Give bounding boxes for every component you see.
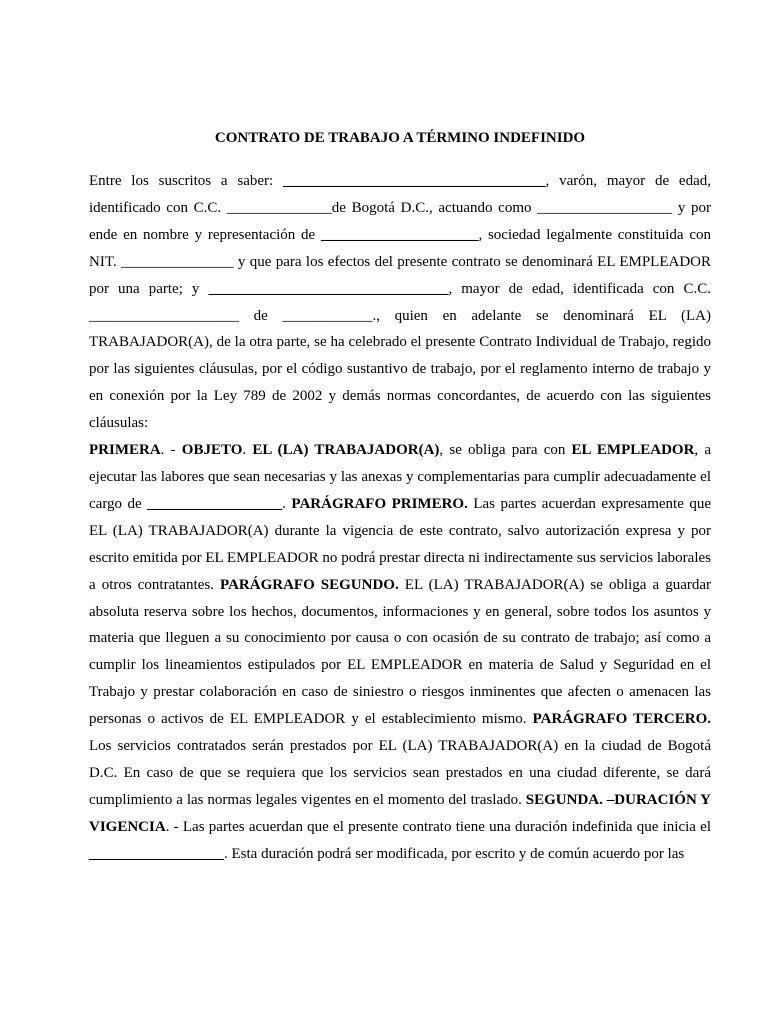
clause-heading: PARÁGRAFO SEGUNDO. <box>220 576 399 593</box>
blank-line: ___________________________________ <box>283 173 546 189</box>
document-body <box>89 168 711 868</box>
clause-heading: PARÁGRAFO TERCERO. <box>532 711 711 728</box>
clause-heading: SEGUNDA. –DURACIÓN Y VIGENCIA <box>89 791 711 835</box>
text-segment: , varón, mayor de edad, identificado con C.C. ______________de Bogotá D.C., actuando como __________________ y por ende en nombre y representación de <box>89 173 712 243</box>
clause-heading: PARÁGRAFO PRIMERO. <box>291 495 468 512</box>
text-segment: . Esta duración podrá ser modificada, por escrito y de común acuerdo por las <box>224 845 685 862</box>
text-segment: , mayor de edad, identificada con C.C. ____________________ de ____________., quien en adelante se denominará EL (LA) TRABAJADOR(A), de la otra parte, se ha celebrado el presente Contrato Individual de Trabajo, regido por las siguientes cláusulas, por el código sustantivo de trabajo, por el reglamento interno de trabajo y en conexión por la Ley 789 de 2002 y demás normas concordantes, de acuerdo con las siguientes cláusulas: <box>89 280 711 432</box>
clause-heading: PRIMERA <box>89 442 161 459</box>
text-segment: . <box>282 495 292 512</box>
clause-heading: OBJETO <box>181 442 243 459</box>
text-segment: Entre los suscritos a saber: <box>89 173 284 189</box>
text-segment: . - <box>160 442 182 459</box>
document-title: CONTRATO DE TRABAJO A TÉRMINO INDEFINIDO <box>214 130 586 146</box>
text-segment: . <box>242 442 253 459</box>
text-segment: . - Las partes acuerdan que el presente contrato tiene una duración indefinida que inicia el <box>165 818 711 835</box>
text-segment: , sociedad legalmente constituida con NIT. _______________ y que para los efectos del presente contrato se denominará EL EMPLEADOR por una parte; y <box>89 226 711 297</box>
blank-line: __________________ <box>89 845 224 862</box>
blank-line: __________________ <box>147 495 283 512</box>
blank-line: ________________________________ <box>208 280 449 297</box>
party-name: EL (LA) TRABAJADOR(A) <box>252 442 440 459</box>
paragraph-parties <box>89 168 711 437</box>
text-segment: Las partes acuerdan expresamente que EL (LA) TRABAJADOR(A) durante la vigencia de este contrato, salvo autorización expresa y por escrito emitida por EL EMPLEADOR no podrá prestar directa ni indirectamente sus servicios laborales a otros contratantes. <box>89 495 711 593</box>
text-segment: Los servicios contratados serán prestados por EL (LA) TRABAJADOR(A) en la ciudad de Bogotá D.C. En caso de que se requiera que los servicios sean prestados en una ciudad diferente, se dará cumplimiento a las normas legales vigentes en el momento del traslado. <box>89 738 711 808</box>
text-segment: EL (LA) TRABAJADOR(A) se obliga a guardar absoluta reserva sobre los hechos, documentos, informaciones y en general, sobre todos los asuntos y materia que lleguen a su conocimiento por causa o con ocasión de su contrato de trabajo; así como a cumplir los lineamientos estipulados por EL EMPLEADOR en materia de Salud y Seguridad en el Trabajo y prestar colaboración en caso de siniestro o riesgos inminentes que afecten o amenacen las personas o activos de EL EMPLEADOR y el establecimiento mismo. <box>89 576 712 728</box>
paragraph-clauses <box>89 437 711 868</box>
party-name: EL EMPLEADOR <box>571 442 695 459</box>
blank-line: _____________________ <box>320 226 479 243</box>
text-segment: , a ejecutar las labores que sean necesarias y las anexas y complementarias para cumplir adecuadamente el cargo de <box>89 442 712 512</box>
text-segment: , se obliga para con <box>439 442 572 459</box>
